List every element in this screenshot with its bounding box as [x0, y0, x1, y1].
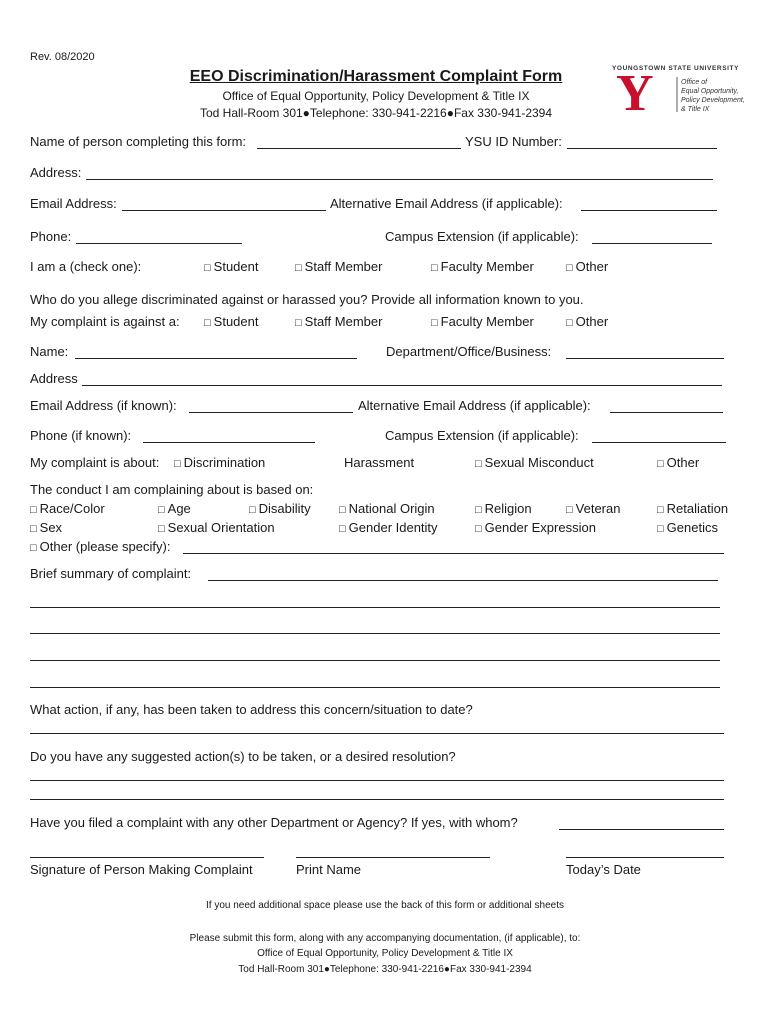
basis-national-origin-checkbox[interactable]: □ National Origin [339, 501, 435, 516]
suggested-action-line-2[interactable] [30, 799, 724, 800]
basis-race-checkbox[interactable]: □ Race/Color [30, 501, 105, 516]
about-discrimination-checkbox[interactable]: □ Discrimination [174, 455, 266, 470]
phone-field[interactable] [76, 243, 242, 244]
campus-ext-label: Campus Extension (if applicable): [385, 229, 579, 244]
basis-disability-checkbox[interactable]: □ Disability [249, 501, 311, 516]
role-student-checkbox[interactable]: □ Student [204, 259, 259, 274]
role-label: I am a (check one): [30, 259, 142, 274]
revision-label: Rev. 08/2020 [30, 51, 95, 63]
completer-name-label: Name of person completing this form: [30, 134, 247, 149]
about-sexual-misconduct-checkbox[interactable]: □ Sexual Misconduct [475, 455, 594, 470]
ysu-id-label: YSU ID Number: [465, 134, 562, 149]
basis-label: The conduct I am complaining about is based on: [30, 482, 314, 497]
basis-genetics-checkbox[interactable]: □ Genetics [657, 520, 718, 535]
other-agency-field[interactable] [559, 829, 724, 830]
email-field[interactable] [122, 210, 326, 211]
respondent-email-field[interactable] [189, 412, 353, 413]
basis-gender-identity-checkbox[interactable]: □ Gender Identity [339, 520, 438, 535]
respondent-address-field[interactable] [82, 385, 722, 386]
basis-age-checkbox[interactable]: □ Age [158, 501, 191, 516]
signature-label: Signature of Person Making Complaint [30, 862, 253, 877]
about-other-checkbox[interactable]: □ Other [657, 455, 700, 470]
respondent-address-label: Address [30, 371, 78, 386]
respondent-name-label: Name: [30, 344, 69, 359]
respondent-phone-label: Phone (if known): [30, 428, 132, 443]
action-taken-question: What action, if any, has been taken to address this concern/situation to date? [30, 702, 473, 717]
date-field[interactable] [566, 857, 724, 858]
basis-other-field[interactable] [183, 553, 724, 554]
address-label: Address: [30, 165, 82, 180]
basis-other-checkbox[interactable]: □ Other (please specify): [30, 539, 171, 554]
basis-gender-expression-checkbox[interactable]: □ Gender Expression [475, 520, 596, 535]
form-title: EEO Discrimination/Harassment Complaint Form [189, 68, 563, 85]
other-agency-question: Have you filed a complaint with any other Department or Agency? If yes, with whom? [30, 815, 518, 830]
ysu-logo [612, 62, 762, 122]
logo-line2: Equal Opportunity, [681, 88, 739, 95]
against-label: My complaint is against a: [30, 314, 180, 329]
basis-sex-checkbox[interactable]: □ Sex [30, 520, 63, 535]
date-label: Today’s Date [566, 862, 641, 877]
completer-name-field[interactable] [257, 148, 461, 149]
footer-submit-note: Please submit this form, along with any accompanying documentation, (if applicable), to: [189, 933, 581, 944]
footer-office: Office of Equal Opportunity, Policy Development & Title IX [257, 948, 513, 959]
footer-space-note: If you need additional space please use the back of this form or additional sheets [205, 900, 564, 911]
against-other-checkbox[interactable]: □ Other [566, 314, 609, 329]
role-other-checkbox[interactable]: □ Other [566, 259, 609, 274]
logo-line1: Office of [681, 79, 708, 86]
alt-email-field[interactable] [581, 210, 717, 211]
suggested-action-line-1[interactable] [30, 780, 724, 781]
print-name-field[interactable] [296, 857, 490, 858]
basis-sexual-orientation-checkbox[interactable]: □ Sexual Orientation [158, 520, 275, 535]
header-office: Office of Equal Opportunity, Policy Development & Title IX [222, 89, 530, 103]
logo-university-name: YOUNGSTOWN STATE UNIVERSITY [612, 65, 740, 72]
logo-line3: Policy Development, [681, 97, 745, 104]
role-staff-checkbox[interactable]: □ Staff Member [295, 259, 383, 274]
summary-line-5[interactable] [30, 687, 720, 688]
complaint-about-label: My complaint is about: [30, 455, 160, 470]
basis-religion-checkbox[interactable]: □ Religion [475, 501, 532, 516]
against-faculty-checkbox[interactable]: □ Faculty Member [431, 314, 534, 329]
summary-line-4[interactable] [30, 660, 720, 661]
campus-ext-field[interactable] [592, 243, 712, 244]
respondent-dept-label: Department/Office/Business: [386, 344, 552, 359]
ysu-id-field[interactable] [567, 148, 717, 149]
respondent-phone-field[interactable] [143, 442, 315, 443]
summary-label: Brief summary of complaint: [30, 566, 192, 581]
print-name-label: Print Name [296, 862, 362, 877]
address-field[interactable] [86, 179, 713, 180]
signature-field[interactable] [30, 857, 264, 858]
logo-line4: & Title IX [681, 106, 710, 113]
respondent-alt-email-field[interactable] [610, 412, 723, 413]
respondent-alt-email-label: Alternative Email Address (if applicable): [358, 398, 591, 413]
respondent-dept-field[interactable] [566, 358, 724, 359]
about-harassment-checkbox[interactable]: Harassment [344, 455, 415, 470]
header-contact: Tod Hall-Room 301●Telephone: 330-941-2216●Fax 330-941-2394 [199, 106, 553, 120]
suggested-action-question: Do you have any suggested action(s) to be taken, or a desired resolution? [30, 749, 456, 764]
alleged-question: Who do you allege discriminated against or harassed you? Provide all information known to you. [30, 292, 584, 307]
phone-label: Phone: [30, 229, 72, 244]
alt-email-label: Alternative Email Address (if applicable): [330, 196, 563, 211]
basis-veteran-checkbox[interactable]: □ Veteran [566, 501, 621, 516]
summary-line-3[interactable] [30, 633, 720, 634]
against-student-checkbox[interactable]: □ Student [204, 314, 259, 329]
respondent-name-field[interactable] [75, 358, 357, 359]
role-faculty-checkbox[interactable]: □ Faculty Member [431, 259, 534, 274]
respondent-campus-ext-field[interactable] [592, 442, 726, 443]
email-label: Email Address: [30, 196, 117, 211]
summary-line-1[interactable] [208, 580, 718, 581]
logo-y-mark: Y [616, 65, 654, 122]
respondent-email-label: Email Address (if known): [30, 398, 177, 413]
footer-contact: Tod Hall-Room 301●Telephone: 330-941-2216●Fax 330-941-2394 [238, 964, 532, 975]
against-staff-checkbox[interactable]: □ Staff Member [295, 314, 383, 329]
basis-retaliation-checkbox[interactable]: □ Retaliation [657, 501, 729, 516]
summary-line-2[interactable] [30, 607, 720, 608]
respondent-campus-ext-label: Campus Extension (if applicable): [385, 428, 579, 443]
action-taken-field[interactable] [30, 733, 724, 734]
